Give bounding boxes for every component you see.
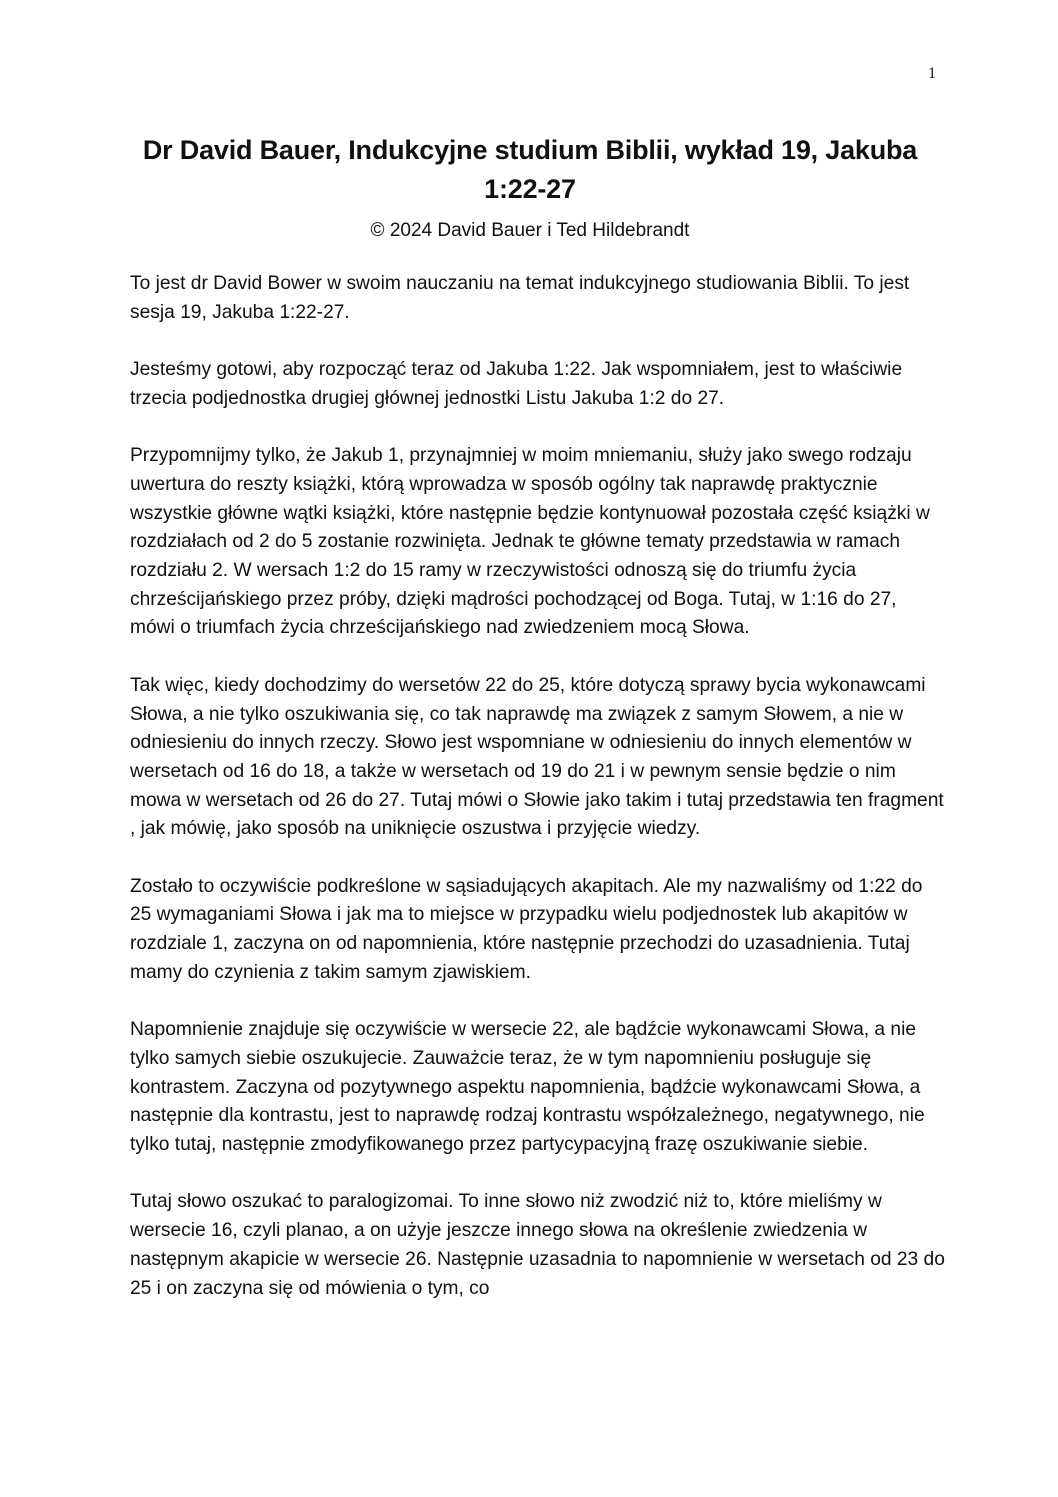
copyright-line: © 2024 David Bauer i Ted Hildebrandt bbox=[370, 220, 690, 241]
paragraph-4: Tak więc, kiedy dochodzimy do wersetów 22 do 25, które dotyczą sprawy bycia wykonawcami Słowa, a nie tylko oszukiwania się, co tak naprawdę ma związek z samym Słowem, a nie w odniesieniu do innych rzeczy. Słowo jest wspomniane w odniesieniu do innych elementów w wersetach od 16 do 18, a także w wersetach od 19 do 21 i w pewnym sensie będzie o nim mowa w wersetach od 26 do 27. Tutaj mówi o Słowie jako takim i tutaj przedstawia ten fragment , jak mówię, jako sposób na uniknięcie oszustwa i przyjęcie wiedzy. bbox=[130, 674, 944, 840]
document-title: Dr David Bauer, Indukcyjne studium Biblii, wykład 19, Jakuba 1:22-27 bbox=[142, 135, 918, 204]
paragraph-5: Zostało to oczywiście podkreślone w sąsiadujących akapitach. Ale my nazwaliśmy od 1:22 do 25 wymaganiami Słowa i jak ma to miejsce w przypadku wielu podjednostek lub akapitów w rozdziale 1, zaczyna on od napomnienia, które następnie przechodzi do uzasadnienia. Tutaj mamy do czynienia z takim samym zjawiskiem. bbox=[130, 875, 923, 983]
paragraph-7: Tutaj słowo oszukać to paralogizomai. To inne słowo niż zwodzić niż to, które mieliśmy w wersecie 16, czyli planao, a on użyje jeszcze innego słowa na określenie zwiedzenia w następnym akapicie w wersecie 26. Następnie uzasadnia to napomnienie w wersetach od 23 do 25 i on zaczyna się od mówienia o tym, co bbox=[130, 1191, 945, 1299]
page-number: 1 bbox=[928, 65, 936, 82]
paragraph-3: Przypomnijmy tylko, że Jakub 1, przynajmniej w moim mniemaniu, służy jako swego rodzaju uwertura do reszty książki, którą wprowadza w sposób ogólny tak naprawdę praktycznie wszystkie główne wątki książki, które następnie będzie kontynuował pozostała część książki w rozdziałach od 2 do 5 zostanie rozwinięta. Jednak te główne tematy przedstawia w ramach rozdziału 2. W wersach 1:2 do 15 ramy w rzeczywistości odnoszą się do triumfu życia chrześcijańskiego przez próby, dzięki mądrości pochodzącej od Boga. Tutaj, w 1:16 do 27, mówi o triumfach życia chrześcijańskiego nad zwiedzeniem mocą Słowa. bbox=[130, 445, 930, 639]
body-text bbox=[130, 270, 946, 1332]
paragraph-2: Jesteśmy gotowi, aby rozpocząć teraz od Jakuba 1:22. Jak wspomniałem, jest to właściwie trzecia podjednostka drugiej głównej jednostki Listu Jakuba 1:2 do 27. bbox=[130, 359, 903, 409]
paragraph-6: Napomnienie znajduje się oczywiście w wersecie 22, ale bądźcie wykonawcami Słowa, a nie tylko samych siebie oszukujecie. Zauważcie teraz, że w tym napomnieniu posługuje się kontrastem. Zaczyna od pozytywnego aspektu napomnienia, bądźcie wykonawcami Słowa, a następnie dla kontrastu, jest to naprawdę rodzaj kontrastu współzależnego, negatywnego, nie tylko tutaj, następnie zmodyfikowanego przez partycypacyjną frazę oszukiwanie siebie. bbox=[130, 1019, 925, 1156]
paragraph-1: To jest dr David Bower w swoim nauczaniu na temat indukcyjnego studiowania Biblii. To jest sesja 19, Jakuba 1:22-27. bbox=[130, 273, 910, 323]
